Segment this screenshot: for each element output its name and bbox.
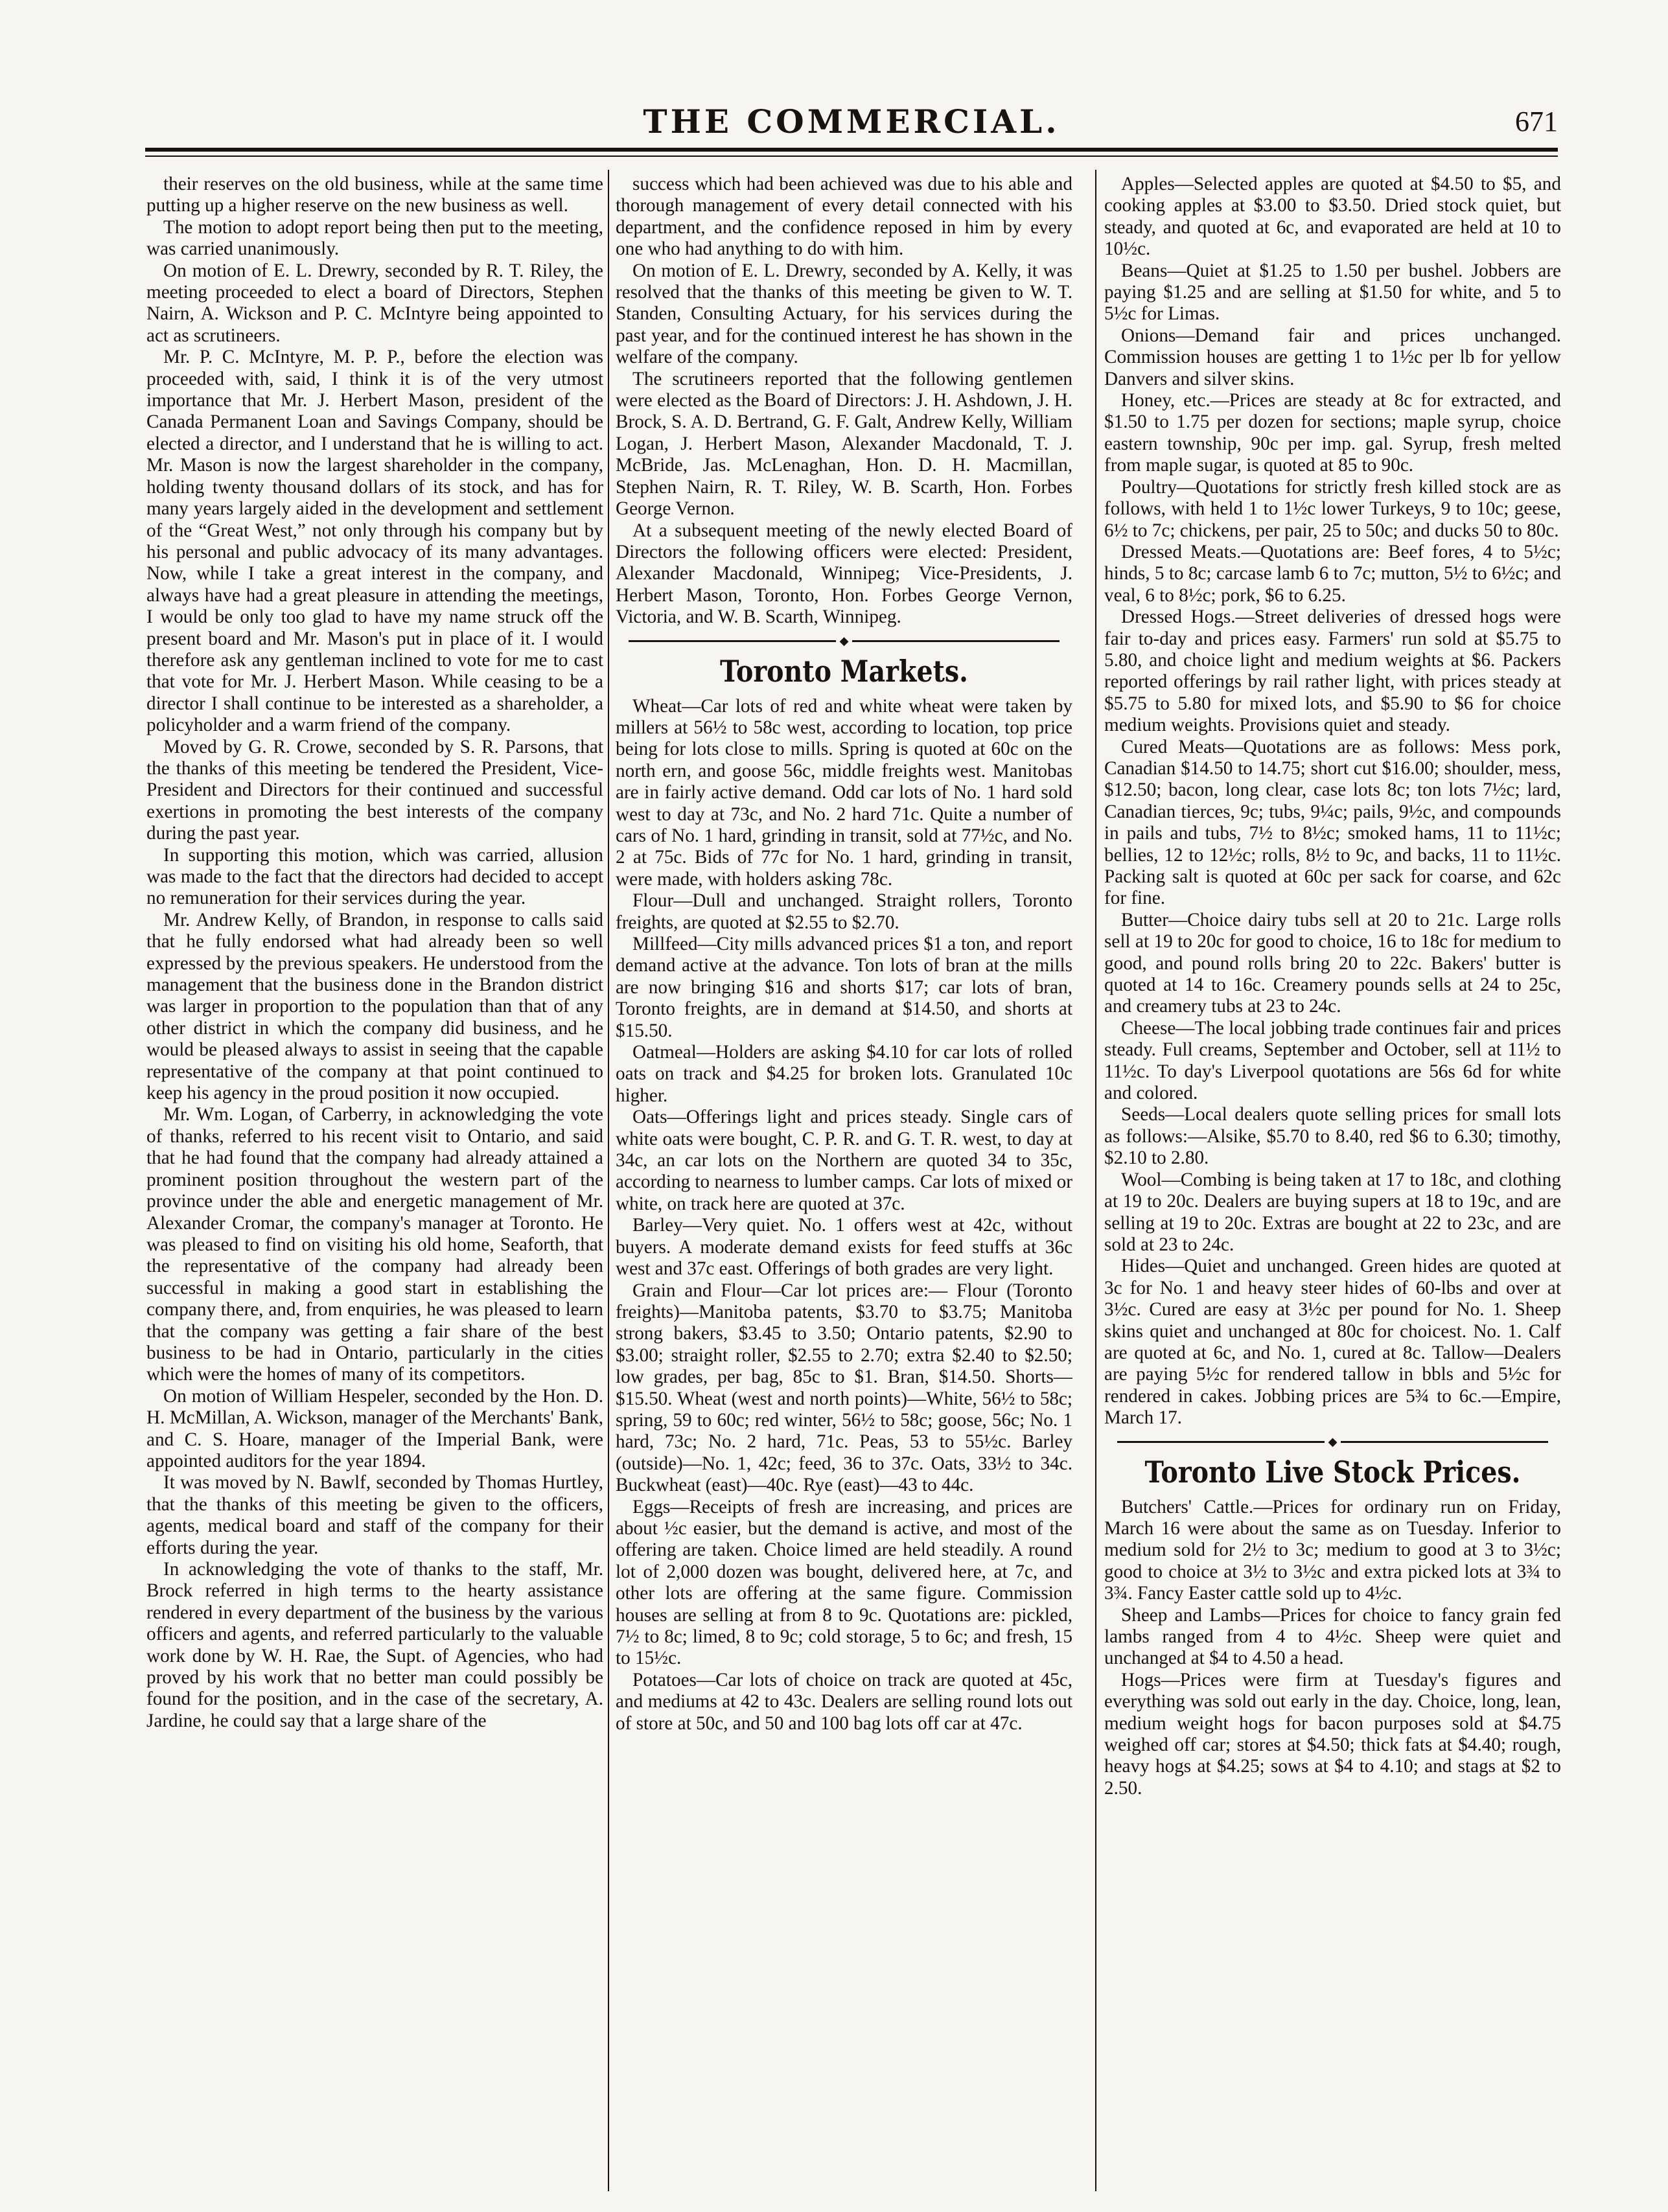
paragraph: Sheep and Lambs—Prices for choice to fancy grain fed lambs ranged from 4 to 4½c. Sheep were quiet and unchanged at $4 to 4.50 a head. (1104, 1604, 1561, 1669)
column-3 (1104, 174, 1561, 2189)
paragraph: Cured Meats—Quotations are as follows: Mess pork, Canadian $14.50 to 14.75; short cut $16.00; shoulder, mess, $12.50; bacon, long clear, case lots 8c; ton lots 7½c; lard, Canadian tierces, 9c; tubs, 9¼c; pails, 9½c, and compounds in pails and tubs, 7½ to 8½c; smoked hams, 11 to 11½c; bellies, 12 to 12½c; rolls, 8½ to 9c, and backs, 11 to 11½c. Packing salt is quoted at 60c per sack for coarse, and 62c for fine. (1104, 736, 1561, 909)
paragraph: Dressed Meats.—Quotations are: Beef fores, 4 to 5½c; hinds, 5 to 8c; carcase lamb 6 to 7c; mutton, 5½ to 6½c; and veal, 6 to 8½c; pork, $6 to 6.25. (1104, 541, 1561, 606)
paragraph: success which had been achieved was due to his able and thorough management of every detail connected with his department, and the confidence reposed in him by every one who had anything to do with him. (616, 174, 1072, 260)
paragraph: Hides—Quiet and unchanged. Green hides are quoted at 3c for No. 1 and heavy steer hides of 60-lbs and over at 3½c. Cured are easy at 3½c per pound for No. 1. Sheep skins quiet and unchanged at 80c for choicest. No. 1. Calf are quoted at 6c, and No. 1, cured at 8c. Tallow—Dealers are paying 5½c for rendered tallow in bbls and 5½c for rendered in cakes. Jobbing prices are 5¾ to 6c.—Empire, March 17. (1104, 1256, 1561, 1429)
column-divider (608, 170, 609, 2191)
paragraph: In supporting this motion, which was carried, allusion was made to the fact that the directors had decided to accept no remuneration for their services during the year. (146, 844, 603, 909)
paragraph: Butter—Choice dairy tubs sell at 20 to 21c. Large rolls sell at 19 to 20c for good to choice, 16 to 18c for medium to good, and pound rolls bring 20 to 22c. Bakers' butter is quoted at 14 to 16c. Creamery pounds sells at 24 to 25c, and creamery tubs at 23 to 24c. (1104, 909, 1561, 1017)
paragraph: Apples—Selected apples are quoted at $4.50 to $5, and cooking apples at $3.00 to $3.50. Dried stock quiet, but steady, and quoted at 6c, and evaporated are held at 10 to 10½c. (1104, 174, 1561, 260)
paragraph: Onions—Demand fair and prices unchanged. Commission houses are getting 1 to 1½c per lb for yellow Danvers and silver skins. (1104, 325, 1561, 389)
paragraph: At a subsequent meeting of the newly elected Board of Directors the following officers were elected: President, Alexander Macdonald, Winnipeg; Vice-Presidents, J. Herbert Mason, Toronto, Hon. Forbes George Vernon, Victoria, and W. B. Scarth, Winnipeg. (616, 520, 1072, 628)
paragraph: Mr. Wm. Logan, of Carberry, in acknowledging the vote of thanks, referred to his recent visit to Ontario, and said that he had found that the company had already attained a prominent position throughout the western part of the province under the able and energetic management of Mr. Alexander Cromar, the company's manager at Toronto. He was pleased to find on visiting his old home, Seaforth, that the representative of the company had already been successful in making a good start in establishing the company there, and, from enquiries, he was pleased to learn that the company was getting a fair share of the best business to be had in Ontario, particularly in the cities which were the homes of many of its competitors. (146, 1104, 603, 1385)
paragraph: Cheese—The local jobbing trade continues fair and prices steady. Full creams, September and October, sell at 11½ to 11½c. To day's Liverpool quotations are 56s 6d for white and colored. (1104, 1017, 1561, 1104)
paragraph: Moved by G. R. Crowe, seconded by S. R. Parsons, that the thanks of this meeting be tendered the President, Vice-President and Directors for their continued and successful exertions in promoting the best interests of the company during the past year. (146, 736, 603, 844)
paragraph: Poultry—Quotations for strictly fresh killed stock are as follows, with held 1 to 1½c lower Turkeys, 9 to 10c; geese, 6½ to 7c; chickens, per pair, 25 to 50c; and ducks 50 to 80c. (1104, 476, 1561, 541)
header-rule-thick (145, 148, 1558, 152)
paragraph: Dressed Hogs.—Street deliveries of dressed hogs were fair to-day and prices easy. Farmers' run sold at $5.75 to 5.80, and choice light and medium weights at $6. Packers reported offerings by rail rather light, with prices steady at $5.75 to 5.80 for mixed lots, and $5.90 to $6 for choice medium weights. Provisions quiet and steady. (1104, 606, 1561, 736)
paragraph: The scrutineers reported that the following gentlemen were elected as the Board of Directors: J. H. Ashdown, J. H. Brock, S. A. D. Bertrand, G. F. Galt, Andrew Kelly, William Logan, J. Herbert Mason, Alexander Macdonald, T. J. McBride, Jas. McLenaghan, Hon. D. H. Macmillan, Stephen Nairn, R. T. Riley, W. B. Scarth, Hon. Forbes George Vernon. (616, 368, 1072, 520)
section-ornament: ◆ (616, 632, 1072, 648)
paragraph: On motion of William Hespeler, seconded by the Hon. D. H. McMillan, A. Wickson, manager of the Merchants' Bank, and C. S. Hoare, manager of the Imperial Bank, were appointed auditors for the year 1894. (146, 1385, 603, 1471)
section-ornament: ◆ (1104, 1433, 1561, 1449)
paragraph: Grain and Flour—Car lot prices are:— Flour (Toronto freights)—Manitoba patents, $3.70 to $3.75; Manitoba strong bakers, $3.45 to 3.50; Ontario patents, $2.90 to $3.00; straight roller, $2.55 to 2.70; extra $2.40 to $2.50; low grades, per bag, 85c to $1. Bran, $14.50. Shorts—$15.50. Wheat (west and north points)—White, 56½ to 58c; spring, 59 to 60c; red winter, 56½ to 58c; goose, 56c; No. 1 hard, 73c; No. 2 hard, 71c. Peas, 53 to 55½c. Barley (outside)—No. 1, 42c; feed, 36 to 37c. Oats, 33½ to 34c. Buckwheat (east)—40c. Rye (east)—43 to 44c. (616, 1280, 1072, 1496)
column-1 (146, 174, 603, 2189)
paragraph: Seeds—Local dealers quote selling prices for small lots as follows:—Alsike, $5.70 to 8.40, red $6 to 6.30; timothy, $2.10 to 2.80. (1104, 1104, 1561, 1169)
paragraph: On motion of E. L. Drewry, seconded by R. T. Riley, the meeting proceeded to elect a board of Directors, Stephen Nairn, A. Wickson and P. C. McIntyre being appointed to act as scrutineers. (146, 260, 603, 346)
paragraph: Millfeed—City mills advanced prices $1 a ton, and report demand active at the advance. Ton lots of bran at the mills are now bringing $16 and shorts $17; car lots of bran, Toronto freights, are in demand at $14.50, and shorts at $15.50. (616, 934, 1072, 1041)
paragraph: Oats—Offerings light and prices steady. Single cars of white oats were bought, C. P. R. and G. T. R. west, to day at 34c, an car lots on the Northern are quoted 34 to 35c, according to nearness to lumber camps. Car lots of mixed or white, on track here are quoted at 37c. (616, 1107, 1072, 1214)
column-divider (1095, 170, 1096, 2191)
header-rule-thin (145, 156, 1558, 157)
masthead: THE COMMERCIAL. (643, 102, 1060, 141)
paragraph: Oatmeal—Holders are asking $4.10 for car lots of rolled oats on track and $4.25 for broken lots. Granulated 10c higher. (616, 1042, 1072, 1106)
section-title-live-stock: Toronto Live Stock Prices. (1144, 1454, 1521, 1490)
paragraph: Flour—Dull and unchanged. Straight rollers, Toronto freights, are quoted at $2.55 to $2.70. (616, 890, 1072, 933)
column-2 (616, 174, 1072, 2189)
paragraph: Eggs—Receipts of fresh are increasing, and prices are about ½c easier, but the demand is active, and most of the offering are taken. Choice limed are held steadily. A round lot of 2,000 dozen was bought, delivered here, at 7c, and other lots are offering at the same figure. Commission houses are selling at from 8 to 9c. Quotations are: pickled, 7½ to 8c; limed, 8 to 9c; cold storage, 5 to 6c; and fresh, 15 to 15½c. (616, 1496, 1072, 1669)
paragraph: Hogs—Prices were firm at Tuesday's figures and everything was sold out early in the day. Choice, long, lean, medium weight hogs for bacon purposes sold at $4.75 weighed off car; stores at $4.50; thick fats at $4.40; rough, heavy hogs at $4.25; sows at $4 to 4.10; and stags at $2 to 2.50. (1104, 1669, 1561, 1799)
paragraph: Potatoes—Car lots of choice on track are quoted at 45c, and mediums at 42 to 43c. Dealers are selling round lots out of store at 50c, and 50 and 100 bag lots off car at 47c. (616, 1669, 1072, 1734)
paragraph: Butchers' Cattle.—Prices for ordinary run on Friday, March 16 were about the same as on Tuesday. Inferior to medium sold for 2½ to 3c; medium to good at 3 to 3½c; good to choice at 3½ to 3½c and extra picked lots at 3¾ to 3¾. Fancy Easter cattle sold up to 4½c. (1104, 1496, 1561, 1604)
paragraph: Wool—Combing is being taken at 17 to 18c, and clothing at 19 to 20c. Dealers are buying supers at 18 to 19c, and are selling at 19 to 20c. Extras are bought at 22 to 23c, and are sold at 23 to 24c. (1104, 1169, 1561, 1255)
paragraph: The motion to adopt report being then put to the meeting, was carried unanimously. (146, 216, 603, 260)
page-number: 671 (1515, 106, 1558, 137)
paragraph: It was moved by N. Bawlf, seconded by Thomas Hurtley, that the thanks of this meeting be given to the officers, agents, medical board and staff of the company for their efforts during the year. (146, 1472, 603, 1558)
section-title-toronto-markets: Toronto Markets. (720, 653, 968, 689)
paragraph: Mr. Andrew Kelly, of Brandon, in response to calls said that he fully endorsed what had already been so well expressed by the previous speakers. He understood from the management that the business done in the Brandon district was larger in proportion to the population than that of any other district in which the company did business, and he would be pleased always to assist in seeing that the capable representative of the company at that point continued to keep his agency in the proud position it now occupied. (146, 909, 603, 1104)
paragraph: their reserves on the old business, while at the same time putting up a higher reserve on the new business as well. (146, 174, 603, 216)
paragraph: Mr. P. C. McIntyre, M. P. P., before the election was proceeded with, said, I think it is of the very utmost importance that Mr. J. Herbert Mason, president of the Canada Permanent Loan and Savings Company, should be elected a director, and I understand that he is willing to act. Mr. Mason is now the largest shareholder in the company, holding twenty thousand dollars of its stock, and has for many years largely aided in the development and settlement of the “Great West,” not only through his company but by his personal and public advocacy of its many advantages. Now, while I take a great interest in the company, and always have had a great pleasure in attending the meetings, I would be only too glad to have my name struck off the present board and Mr. Mason's put in place of it. I would therefore ask any gentleman inclined to vote for me to cast that vote for Mr. J. Herbert Mason. While ceasing to be a director I shall continue to be interested as a shareholder, a policyholder and a warm friend of the company. (146, 347, 603, 736)
paragraph: Honey, etc.—Prices are steady at 8c for extracted, and $1.50 to 1.75 per dozen for sections; maple syrup, choice eastern township, 90c per imp. gal. Syrup, fresh melted from maple sugar, is quoted at 85 to 90c. (1104, 390, 1561, 476)
page-header (145, 97, 1558, 149)
paragraph: In acknowledging the vote of thanks to the staff, Mr. Brock referred in high terms to the hearty assistance rendered in every department of the business by the various officers and agents, and referred particularly to the valuable work done by W. H. Rae, the Supt. of Agencies, who had proved by his work that no better man could possibly be found for the position, and in the case of the secretary, A. Jardine, he could say that a large share of the (146, 1559, 603, 1731)
paragraph: Beans—Quiet at $1.25 to 1.50 per bushel. Jobbers are paying $1.25 and are selling at $1.50 for white, and 5 to 5½c for Limas. (1104, 260, 1561, 325)
paragraph: Wheat—Car lots of red and white wheat were taken by millers at 56½ to 58c west, according to location, top price being for lots close to mills. Spring is quoted at 60c on the north ern, and goose 56c, middle freights west. Manitobas are in fairly active demand. Odd car lots of No. 1 hard sold west to day at 73c, and No. 2 hard 71c. Quite a number of cars of No. 1 hard, grinding in transit, sold at 77½c, and No. 2 at 75c. Bids of 77c for No. 1 hard, grinding in transit, were made, with holders asking 78c. (616, 695, 1072, 890)
paragraph: Barley—Very quiet. No. 1 offers west at 42c, without buyers. A moderate demand exists for feed stuffs at 36c west and 37c east. Offerings of both grades are very light. (616, 1215, 1072, 1280)
paragraph: On motion of E. L. Drewry, seconded by A. Kelly, it was resolved that the thanks of this meeting be given to W. T. Standen, Consulting Actuary, for his services during the past year, and for the continued interest he has shown in the welfare of the company. (616, 260, 1072, 368)
